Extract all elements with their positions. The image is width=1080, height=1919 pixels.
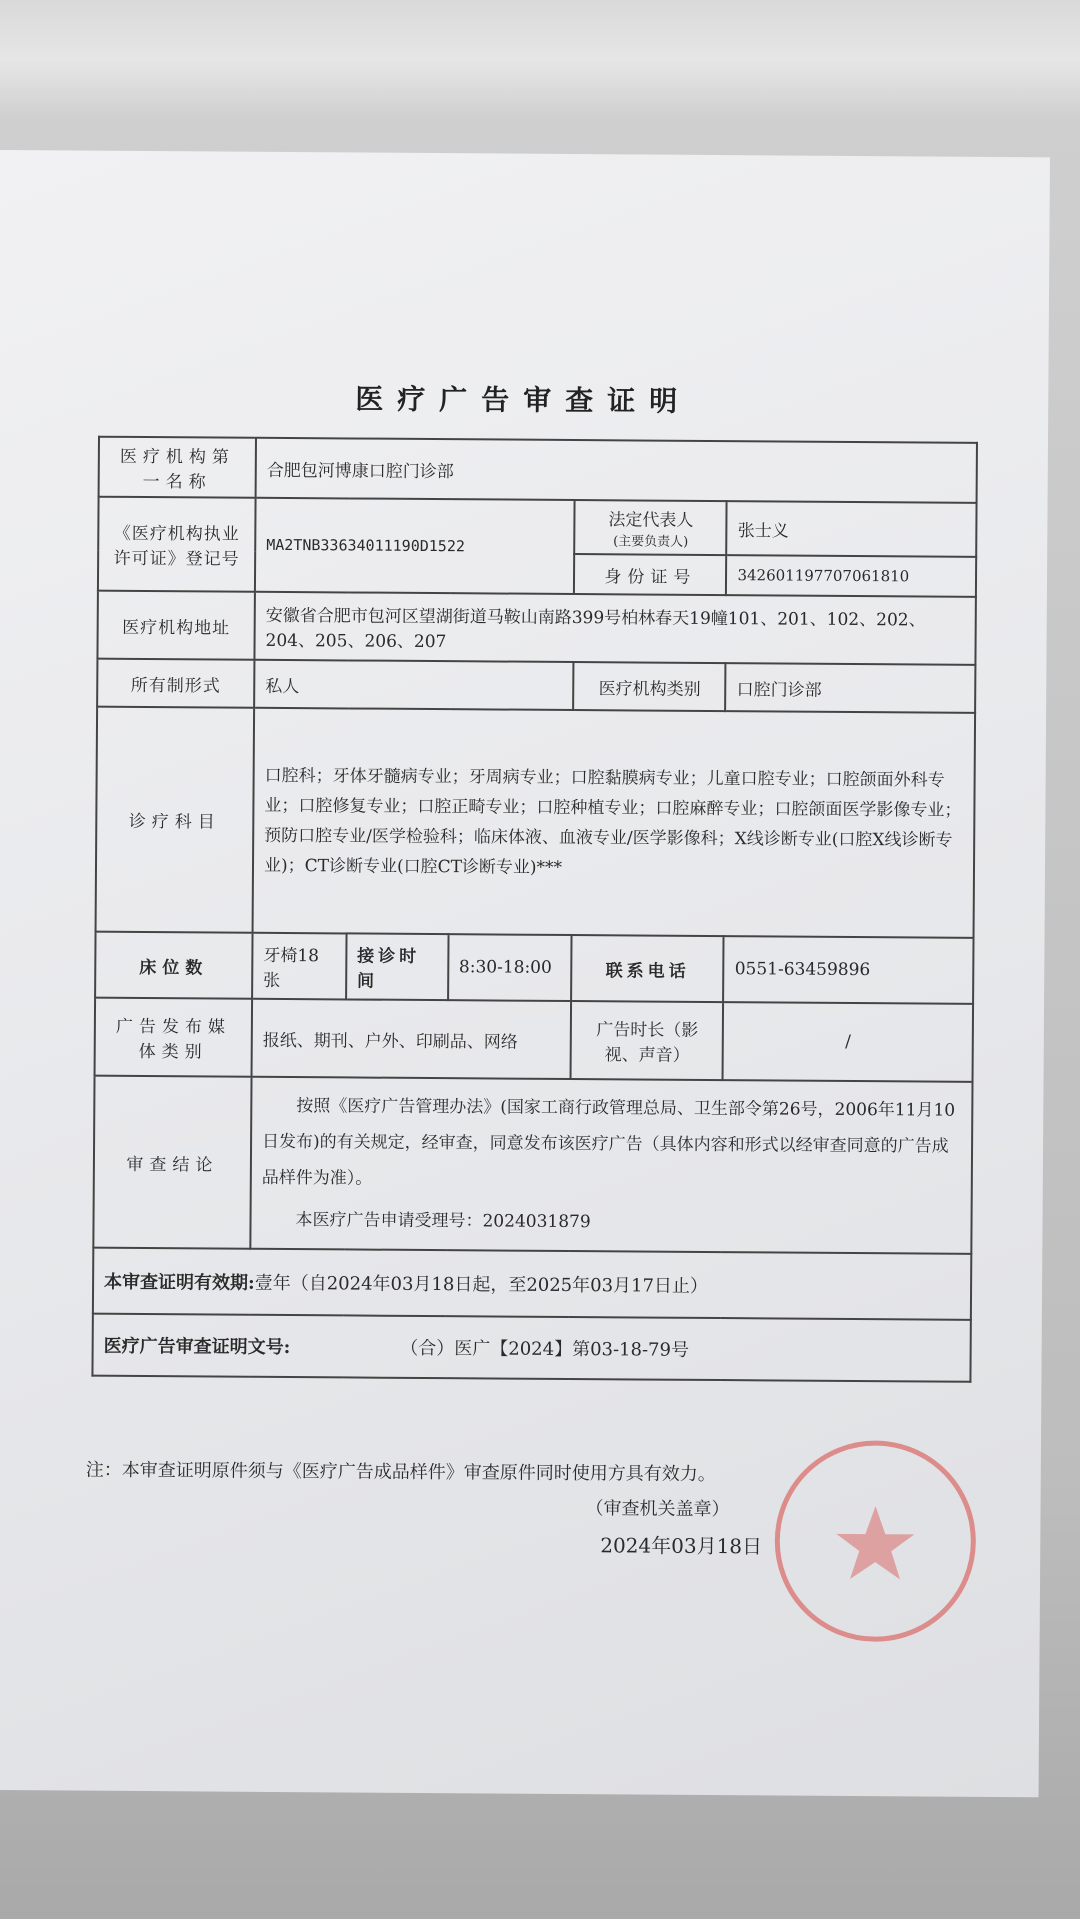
rep-label: 法定代表人 — [608, 510, 694, 531]
subjects-label: 诊疗科目 — [96, 707, 255, 933]
beds-label: 床位数 — [95, 932, 252, 999]
address-label: 医疗机构地址 — [97, 591, 254, 660]
certificate-paper — [0, 150, 1050, 1797]
conclusion: 按照《医疗广告管理办法》(国家工商行政管理总局、卫生部令第26号，2006年11月10日发布)的有关规定，经审查，同意发布该医疗广告（具体内容和形式以经审查同意的广告成品样件为准）。 — [261, 1096, 956, 1189]
document-title: 医疗广告审查证明 — [355, 382, 692, 418]
official-seal-icon — [770, 1435, 981, 1646]
name-label: 医疗机构第一名称 — [99, 437, 256, 498]
subjects: 口腔科；牙体牙髓病专业；牙周病专业；口腔黏膜病专业；儿童口腔专业；口腔颌面外科专业；口腔修复专业；口腔正畸专业；口腔种植专业；口腔麻醉专业；口腔颌面医学影像专业；预防口腔专业/医学检验科；临床体液、血液专业/医学影像科；X线诊断专业(口腔X线诊断专业)；CT诊断专业(口腔CT诊断专业)*** — [253, 708, 976, 938]
ownership: 私人 — [254, 660, 574, 710]
ownership-label: 所有制形式 — [97, 659, 254, 708]
representative: 张士义 — [727, 501, 977, 557]
issue-date: 2024年03月18日 — [600, 1533, 763, 1559]
media-label: 广告发布媒体类别 — [95, 998, 253, 1077]
institution-name: 合肥包河博康口腔门诊部 — [256, 438, 977, 503]
beds: 牙椅18张 — [252, 933, 346, 1000]
conclusion-label: 审查结论 — [93, 1076, 251, 1249]
id-number: 342601197707061810 — [726, 555, 976, 597]
validity-label: 本审查证明有效期: — [104, 1271, 255, 1294]
application-number: 本医疗广告申请受理号：2024031879 — [295, 1210, 591, 1233]
media: 报纸、期刊、户外、印刷品、网络 — [252, 999, 572, 1079]
duration: / — [723, 1002, 973, 1082]
docno-label: 医疗广告审查证明文号: — [103, 1335, 291, 1359]
rep-sublabel: (主要负责人) — [613, 534, 689, 550]
certificate-table — [91, 436, 978, 1383]
id-label: 身份证号 — [574, 554, 726, 595]
hours-label: 接诊时间 — [346, 933, 448, 1000]
license-label: 《医疗机构执业许可证》登记号 — [98, 497, 256, 592]
stamp-note: （审查机关盖章） — [585, 1498, 730, 1521]
validity: 壹年（自2024年03月18日起，至2025年03月17日止） — [254, 1272, 709, 1297]
hours: 8:30-18:00 — [448, 934, 572, 1001]
rep-label-cell — [575, 500, 727, 555]
phone: 0551-63459896 — [724, 936, 974, 1004]
license-number: MA2TNB33634011190D1522 — [255, 498, 575, 594]
phone-label: 联系电话 — [572, 935, 724, 1002]
document-number: （合）医广【2024】第03-18-79号 — [400, 1337, 690, 1361]
category-label: 医疗机构类别 — [574, 662, 726, 711]
duration-label: 广告时长（影视、声音） — [571, 1001, 724, 1080]
address: 安徽省合肥市包河区望湖街道马鞍山南路399号柏林春天19幢101、201、102、202、204、205、206、207 — [254, 592, 975, 665]
category: 口腔门诊部 — [726, 663, 976, 713]
validity-note: 注：本审查证明原件须与《医疗广告成品样件》审查原件同时使用方具有效力。 — [85, 1459, 716, 1486]
